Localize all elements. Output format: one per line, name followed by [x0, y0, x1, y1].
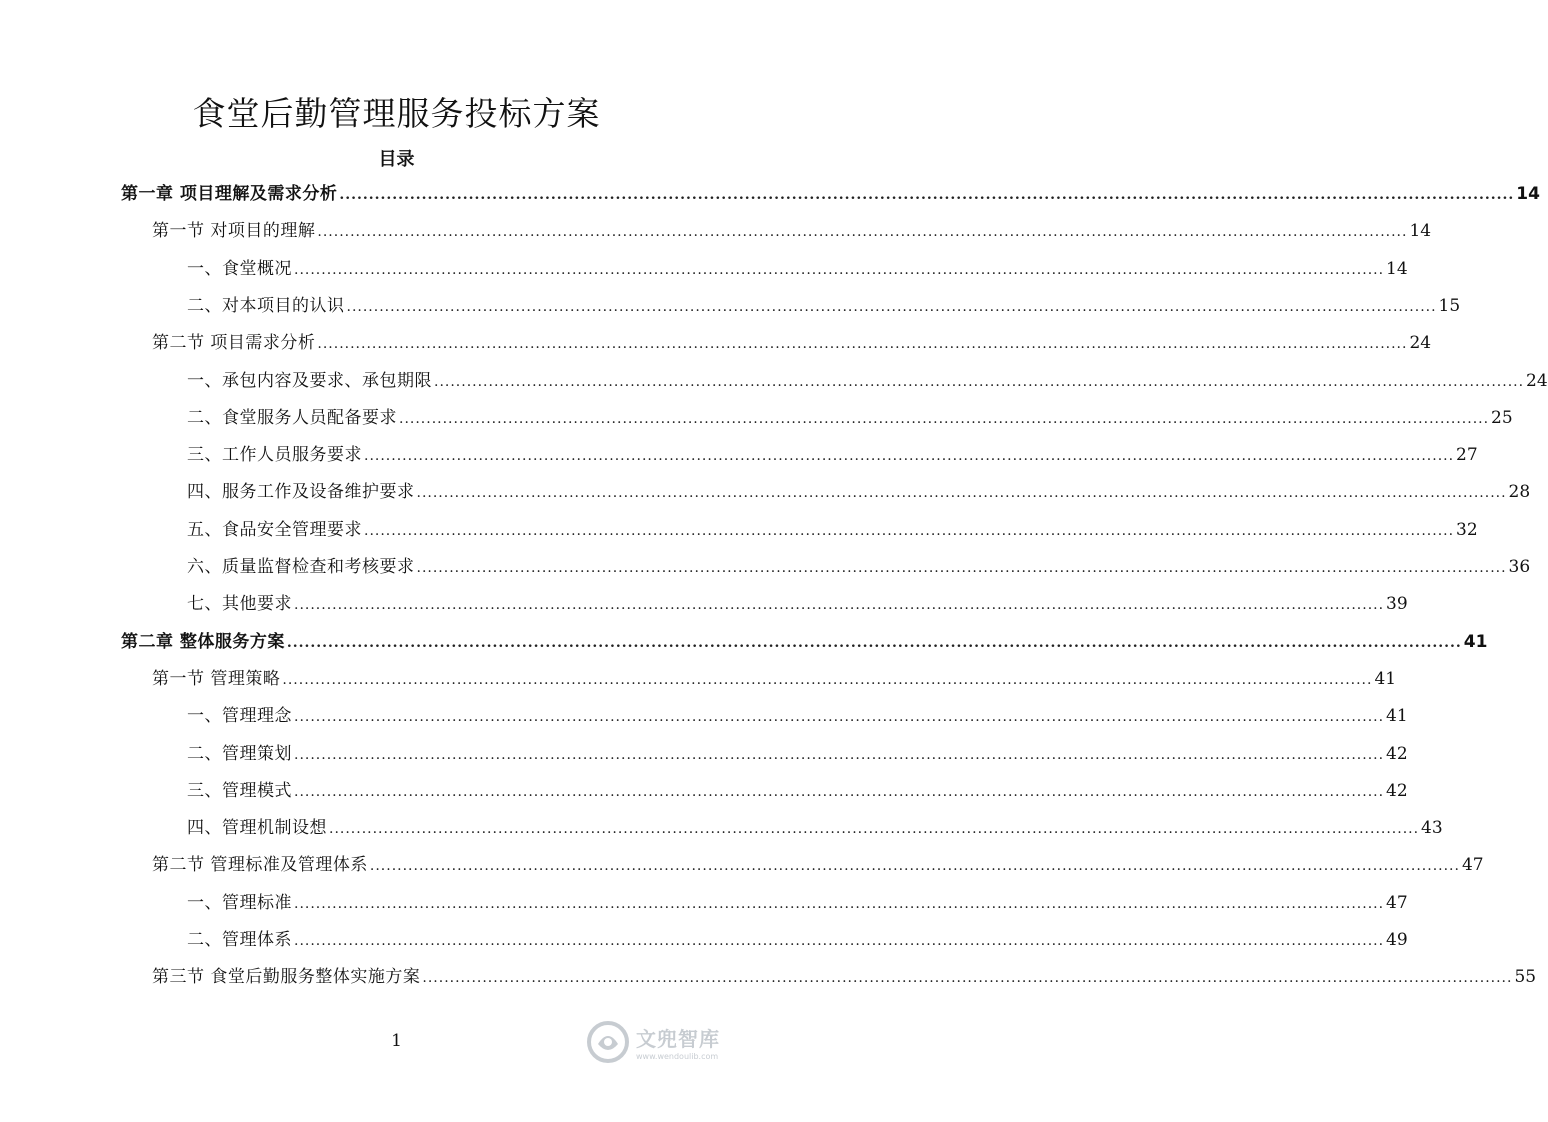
toc-entry-page: 14 — [1409, 221, 1432, 242]
toc-leader-dots: ........................................................................................................................................................................................................ — [282, 671, 1373, 688]
toc-leader-dots: ........................................................................................................................................................................................................ — [294, 746, 1385, 763]
document-title: 食堂后勤管理服务投标方案 — [192, 94, 601, 133]
toc-leader-dots: ........................................................................................................................................................................................................ — [369, 858, 1460, 875]
toc-entry-item[interactable] — [187, 698, 1408, 735]
toc-entry-label: 一、管理理念 — [187, 706, 292, 727]
toc-entry-page: 14 — [1516, 184, 1540, 204]
toc-entry-page: 55 — [1514, 967, 1537, 988]
toc-entry-label: 六、质量监督检查和考核要求 — [187, 557, 415, 577]
watermark-logo-icon — [586, 1020, 630, 1064]
toc-leader-dots: ........................................................................................................................................................................................................ — [434, 373, 1525, 390]
toc-entry-label: 五、食品安全管理要求 — [187, 519, 362, 540]
toc-entry-page: 41 — [1374, 668, 1397, 689]
toc-entry-item[interactable] — [187, 512, 1478, 549]
toc-entry-page: 25 — [1491, 407, 1513, 428]
toc-entry-label: 一、食堂概况 — [187, 258, 292, 279]
toc-entry-label: 第二节 管理标准及管理体系 — [152, 855, 368, 876]
toc-entry-label: 三、工作人员服务要求 — [187, 445, 362, 466]
toc-leader-dots: ........................................................................................................................................................................................................ — [346, 298, 1437, 315]
page-number: 1 — [391, 1031, 402, 1051]
toc-leader-dots: ........................................................................................................................................................................................................ — [317, 224, 1408, 241]
toc-entry-page: 49 — [1386, 930, 1408, 950]
toc-leader-dots: ........................................................................................................................................................................................................ — [294, 783, 1385, 800]
toc-entry-section[interactable] — [152, 213, 1432, 250]
toc-entry-page: 27 — [1456, 445, 1478, 466]
watermark-name: 文兜智库 — [636, 1027, 720, 1051]
watermark — [586, 1020, 720, 1064]
toc-entry-label: 一、管理标准 — [187, 892, 292, 913]
toc-entry-page: 47 — [1461, 855, 1484, 876]
toc-entry-label: 二、食堂服务人员配备要求 — [187, 407, 397, 428]
toc-entry-item[interactable] — [187, 400, 1513, 437]
toc-entry-label: 二、管理策划 — [187, 743, 292, 764]
toc-entry-item[interactable] — [187, 922, 1408, 959]
toc-entry-label: 二、对本项目的认识 — [187, 295, 345, 316]
toc-entry-page: 28 — [1508, 482, 1531, 503]
toc-entry-page: 24 — [1409, 333, 1432, 354]
toc-entry-label: 三、管理模式 — [187, 780, 292, 801]
toc-leader-dots: ........................................................................................................................................................................................................ — [294, 933, 1385, 949]
toc-entry-section[interactable] — [152, 325, 1432, 362]
toc-entry-label: 四、管理机制设想 — [187, 818, 327, 839]
toc-entry-label: 第一节 管理策略 — [152, 668, 281, 689]
toc-entry-page: 15 — [1438, 295, 1461, 316]
toc-entry-item[interactable] — [187, 549, 1531, 586]
toc-entry-page: 42 — [1386, 743, 1408, 764]
toc-entry-section[interactable] — [152, 959, 1537, 996]
toc-entry-label: 第二节 项目需求分析 — [152, 333, 316, 354]
toc-entry-label: 二、管理体系 — [187, 930, 292, 950]
toc-entry-item[interactable] — [187, 736, 1408, 773]
toc-leader-dots: ........................................................................................................................................................................................................ — [416, 560, 1507, 576]
toc-leader-dots: ........................................................................................................................................................................................................ — [294, 895, 1385, 912]
toc-leader-dots: ........................................................................................................................................................................................................ — [422, 970, 1513, 987]
toc-entry-page: 41 — [1386, 706, 1408, 727]
toc-leader-dots: ........................................................................................................................................................................................................ — [294, 709, 1385, 726]
toc-leader-dots: ........................................................................................................................................................................................................ — [286, 634, 1462, 651]
toc-entry-item[interactable] — [187, 363, 1548, 400]
toc-leader-dots: ........................................................................................................................................................................................................ — [339, 187, 1515, 203]
toc-heading: 目录 — [378, 149, 415, 170]
toc-leader-dots: ........................................................................................................................................................................................................ — [329, 821, 1420, 838]
toc-entry-label: 第三节 食堂后勤服务整体实施方案 — [152, 967, 421, 988]
toc-leader-dots: ........................................................................................................................................................................................................ — [364, 522, 1455, 539]
toc-entry-item[interactable] — [187, 251, 1408, 288]
toc-entry-page: 41 — [1463, 631, 1488, 652]
toc-entry-label: 第一节 对项目的理解 — [152, 221, 316, 242]
toc-entry-page: 32 — [1456, 519, 1478, 540]
toc-leader-dots: ........................................................................................................................................................................................................ — [294, 597, 1385, 614]
toc-entry-page: 14 — [1386, 258, 1408, 279]
toc-leader-dots: ........................................................................................................................................................................................................ — [416, 485, 1507, 502]
toc-entry-section[interactable] — [152, 847, 1484, 884]
toc-leader-dots: ........................................................................................................................................................................................................ — [294, 261, 1385, 278]
toc-entry-item[interactable] — [187, 885, 1408, 922]
toc-entry-item[interactable] — [187, 586, 1408, 623]
watermark-url: www.wendoulib.com — [636, 1052, 719, 1061]
toc-entry-page: 24 — [1526, 370, 1548, 391]
toc-entry-page: 42 — [1386, 780, 1408, 801]
toc-entry-label: 七、其他要求 — [187, 594, 292, 615]
toc-entry-label: 第二章 整体服务方案 — [121, 631, 285, 652]
toc-entry-page: 47 — [1386, 892, 1408, 913]
toc-leader-dots: ........................................................................................................................................................................................................ — [399, 410, 1490, 427]
toc-entry-chapter[interactable] — [121, 176, 1540, 213]
toc-entry-item[interactable] — [187, 474, 1531, 511]
toc-entry-page: 36 — [1508, 557, 1531, 577]
toc-entry-item[interactable] — [187, 437, 1478, 474]
toc-leader-dots: ........................................................................................................................................................................................................ — [317, 336, 1408, 353]
toc-entry-item[interactable] — [187, 288, 1461, 325]
toc-entry-label: 四、服务工作及设备维护要求 — [187, 482, 415, 503]
toc-entry-label: 一、承包内容及要求、承包期限 — [187, 370, 432, 391]
toc-entry-page: 43 — [1421, 818, 1443, 839]
toc-entry-page: 39 — [1386, 594, 1408, 615]
toc-entry-chapter[interactable] — [121, 624, 1488, 661]
toc-entry-item[interactable] — [187, 773, 1408, 810]
toc-entry-section[interactable] — [152, 661, 1397, 698]
toc-entry-item[interactable] — [187, 810, 1443, 847]
toc-entry-label: 第一章 项目理解及需求分析 — [121, 184, 338, 204]
toc-leader-dots: ........................................................................................................................................................................................................ — [364, 448, 1455, 465]
